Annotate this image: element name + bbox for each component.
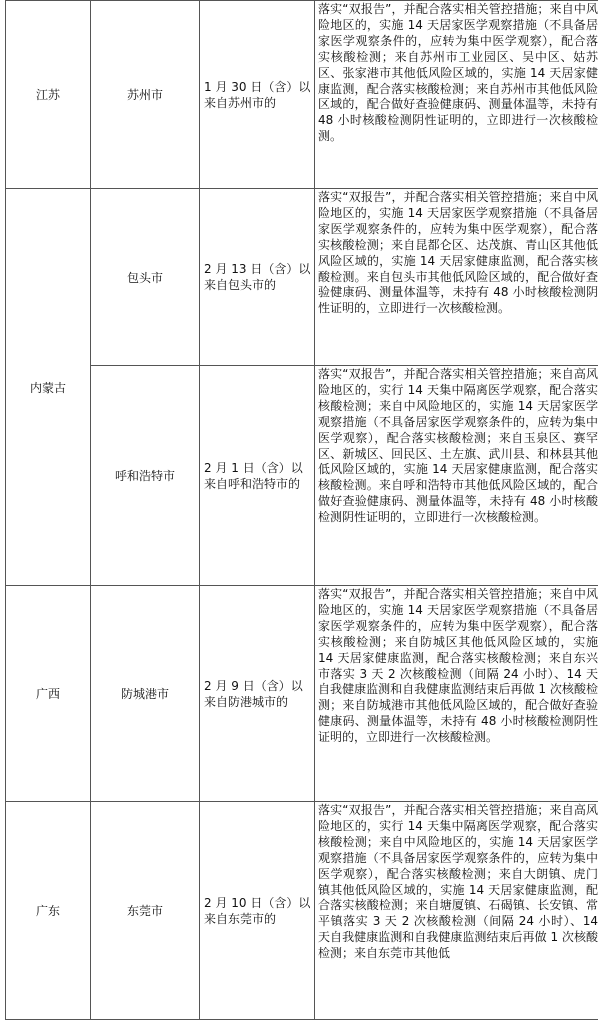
time-range-cell: 2 月 10 日（含）以来自东莞市的: [200, 802, 315, 1020]
epidemic-control-table: [5, 0, 598, 1020]
time-range-cell: 1 月 30 日（含）以来自苏州市的: [200, 1, 315, 189]
city-cell: 包头市: [91, 189, 200, 366]
province-cell: 广东: [6, 802, 91, 1020]
measures-cell: [315, 1, 598, 189]
measures-cell: [315, 586, 598, 802]
city-cell: 防城港市: [91, 586, 200, 802]
province-cell: 江苏: [6, 1, 91, 189]
table-row: [6, 366, 598, 586]
city-cell: 呼和浩特市: [91, 366, 200, 586]
measures-text: 落实“双报告”，并配合落实相关管控措施；来自中风险地区的，实施 14 天居家医学观察措施（不具备居家医学观察条件的，应转为集中医学观察），配合落实核酸检测；来自昆都仑区、达茂旗、青山区其他低风险区域的，实施 14 天居家健康监测，配合落实核酸检测。来自包头市其他低风险区域的，配合做好查验健康码、测量体温等，未持有 48 小时核酸检测阴性证明的，立即进行一次核酸检测。: [318, 190, 598, 317]
time-range-cell: 2 月 13 日（含）以来自包头市的: [200, 189, 315, 366]
measures-text: 落实“双报告”，并配合落实相关管控措施；来自高风险地区的，实行 14 天集中隔离医学观察，配合落实核酸检测；来自中风险地区的，实施 14 天居家医学观察措施（不具备居家医学观察条件的，应转为集中医学观察），配合落实核酸检测；来自大朗镇、虎门镇其他低风险区域的，实施 14 天居家健康监测，配合落实核酸检测；来自塘厦镇、石碣镇、长安镇、常平镇落实 3 天 2 次核酸检测（间隔 24 小时）、14 天自我健康监测和自我健康监测结束后再做 1 次核酸检测；来自东莞市其他低: [318, 803, 598, 962]
city-cell: 苏州市: [91, 1, 200, 189]
province-cell: 广西: [6, 586, 91, 802]
table-row: [6, 189, 598, 366]
city-cell: 东莞市: [91, 802, 200, 1020]
measures-cell: [315, 189, 598, 366]
table-row: [6, 802, 598, 1020]
table-row: [6, 586, 598, 802]
province-cell: 内蒙古: [6, 189, 91, 586]
table-row: [6, 1, 598, 189]
measures-cell: [315, 366, 598, 586]
time-range-cell: 2 月 1 日（含）以来自呼和浩特市的: [200, 366, 315, 586]
time-range-cell: 2 月 9 日（含）以来自防港城市的: [200, 586, 315, 802]
measures-text: 落实“双报告”，并配合落实相关管控措施；来自中风险地区的，实施 14 天居家医学观察措施（不具备居家医学观察条件的，应转为集中医学观察），配合落实核酸检测；来自苏州市工业园区、吴中区、姑苏区、张家港市其他低风险区域的，实施 14 天居家健康监测，配合落实核酸检测；来自苏州市其他低风险区域的，配合做好查验健康码、测量体温等，未持有 48 小时核酸检测阴性证明的，立即进行一次核酸检测。: [318, 2, 598, 145]
measures-cell: [315, 802, 598, 1020]
measures-text: 落实“双报告”，并配合落实相关管控措施；来自中风险地区的，实施 14 天居家医学观察措施（不具备居家医学观察条件的，应转为集中医学观察），配合落实核酸检测；来自防城区其他低风险区域的，实施 14 天居家健康监测，配合落实核酸检测；来自东兴市落实 3 天 2 次核酸检测（间隔 24 小时）、14 天自我健康监测和自我健康监测结束后再做 1 次核酸检测；来自防城港市其他低风险区域的，配合做好查验健康码、测量体温等，未持有 48 小时核酸检测阴性证明的，立即进行一次核酸检测。: [318, 587, 598, 746]
measures-text: 落实“双报告”，并配合落实相关管控措施；来自高风险地区的，实行 14 天集中隔离医学观察，配合落实核酸检测；来自中风险地区的，实施 14 天居家医学观察措施（不具备居家医学观察条件的，应转为集中医学观察），配合落实核酸检测；来自玉泉区、赛罕区、新城区、回民区、土左旗、武川县、和林县其他低风险区域的，实施 14 天居家健康监测，配合落实核酸检测。来自呼和浩特市其他低风险区域的，配合做好查验健康码、测量体温等，未持有 48 小时核酸检测阴性证明的，立即进行一次核酸检测。: [318, 367, 598, 526]
